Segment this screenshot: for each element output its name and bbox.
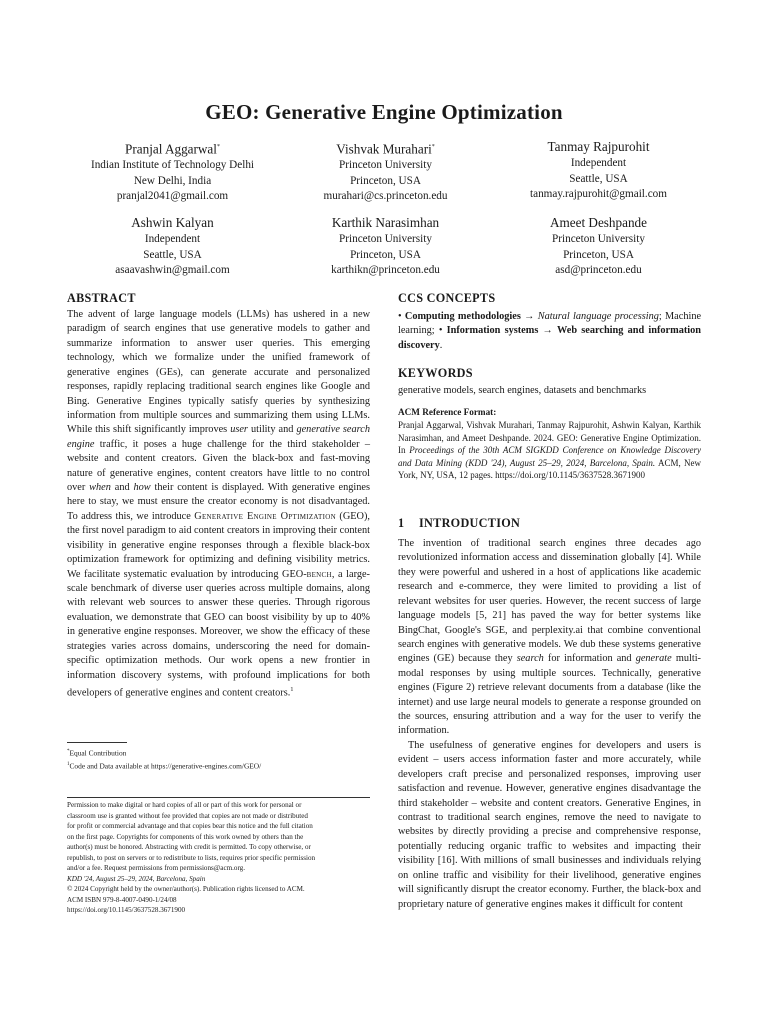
- abstract-heading: ABSTRACT: [67, 291, 136, 305]
- author-2: [279, 138, 492, 205]
- acm-reference-label: ACM Reference Format:: [398, 407, 497, 417]
- keywords-heading: KEYWORDS: [398, 366, 473, 380]
- author-email: karthikn@princeton.edu: [331, 264, 440, 276]
- author-affiliation: Princeton University: [339, 233, 432, 245]
- ccs-heading: CCS CONCEPTS: [398, 291, 496, 305]
- introduction-heading: 1 INTRODUCTION: [398, 516, 521, 530]
- author-name: Vishvak Murahari*: [336, 141, 435, 157]
- permission-divider: [67, 797, 370, 798]
- author-email: tanmay.rajpurohit@gmail.com: [530, 188, 667, 200]
- author-email: asd@princeton.edu: [555, 264, 642, 276]
- author-name: Ashwin Kalyan: [131, 215, 214, 230]
- author-4: [66, 214, 279, 279]
- author-location: Princeton, USA: [350, 248, 421, 261]
- author-location: New Delhi, India: [133, 174, 212, 187]
- author-location: Seattle, USA: [143, 248, 202, 261]
- author-name: Karthik Narasimhan: [331, 215, 440, 230]
- equal-contribution-mark: *: [431, 144, 435, 150]
- footnote-code-data: $^1$Code and Data available at https://generative-engines.com/GEO/: [67, 761, 262, 771]
- footnote-equal-contribution: *Equal Contribution: [67, 748, 127, 758]
- equal-contribution-mark: *: [216, 144, 220, 150]
- author-email: asaavashwin@gmail.com: [115, 264, 230, 276]
- author-affiliation: Independent: [144, 233, 201, 245]
- introduction-paragraph-1: The invention of traditional search engines three decades ago revolutionized information access and dissemination globally [4]. While they were powerful and ushered in a host of applications like academic research and e-commerce, they were limited to providing a list of relevant websites for user queries. However, the recent success of large language models [5, 21] has paved the way for better systems like BingChat, Google's SGE, and perplexity.ai that combine conventional search engines with generative models. We dub these systems generative engines (GE) because they search for information and generate multi-modal responses by using multiple sources. Technically, generative engines (Figure 2) retrieve relevant documents from a database (like the internet) and use large neural models to generate a response grounded on the sources, ensuring attribution and a way for the user to verify the information.: [398, 538, 701, 737]
- author-3: [492, 138, 705, 203]
- footnotes: [67, 746, 370, 772]
- author-email: murahari@cs.princeton.edu: [323, 190, 448, 203]
- permission-block: Permission to make digital or hard copies of all or part of this work for personal or classroom use is granted without fee provided that copies are not made or distributed for profit or commercial advantage and that copies bear this notice and the full citation on the first page. Copyrights for components of this work owned by others than the author(s) must be honored. Abstracting with credit is permitted. To copy otherwise, or republish, to post on servers or to redistribute to lists, requires prior specific permission and/or a fee. Request permissions from permissions@acm.org. KDD '24, August 25–29, 2024, Barcelona, Spain © 2024 Copyright held by the owner/author(s). Publication rights licensed to ACM. ACM ISBN 979-8-4007-0490-1/24/08 https://doi.org/10.1145/3637528.3671900: [67, 800, 370, 916]
- paper-title: GEO: Generative Engine Optimization: [205, 100, 563, 124]
- author-name: Pranjal Aggarwal*: [125, 141, 220, 157]
- abstract-section: [67, 290, 370, 701]
- author-affiliation: Indian Institute of Technology Delhi: [90, 159, 255, 172]
- author-name: Tanmay Rajpurohit: [547, 139, 650, 154]
- author-1: [66, 138, 279, 205]
- conference-venue: KDD '24, August 25–29, 2024, Barcelona, Spain: [67, 874, 206, 883]
- acm-reference-section: [398, 406, 701, 481]
- author-6: [492, 214, 705, 279]
- acm-reference-body: Pranjal Aggarwal, Vishvak Murahari, Tanmay Rajpurohit, Ashwin Kalyan, Karthik Narasimhan, and Ameet Deshpande. 2024. GEO: Generative Engine Optimization. In Proceedings of the 30th ACM SIGKDD Conference on Knowledge Discovery and Data Mining (KDD '24), August 25–29, 2024, Barcelona, Spain. ACM, New York, NY, USA, 12 pages. https://doi.org/10.1145/3637528.3671900: [398, 420, 701, 481]
- author-email: pranjal2041@gmail.com: [116, 190, 229, 203]
- copyright-line: © 2024 Copyright held by the owner/author(s). Publication rights licensed to ACM.: [67, 885, 305, 893]
- introduction-section: [398, 515, 701, 912]
- author-affiliation: Princeton University: [339, 159, 432, 172]
- keywords-body: generative models, search engines, datasets and benchmarks: [398, 385, 647, 396]
- abstract-body: The advent of large language models (LLMs) has ushered in a new paradigm of search engines that use generative models to gather and summarize information to answer user queries. This emerging technology, which we formalize under the unified framework of generative engines (GEs), can generate accurate and personalized responses, rapidly replacing traditional search engines like Google and Bing. Generative Engines typically satisfy queries by synthesizing information from multiple sources and summarizing them using LLMs. While this shift significantly improves user utility and generative search engine traffic, it poses a huge challenge for the third stakeholder – website and content creators. Given the black-box and fast-moving nature of generative engines, content creators have little to no control over when and how their content is displayed. With generative engines here to stay, we must ensure the creator economy is not disadvantaged. To address this, we introduce Generative Engine Optimization (GEO), the first novel paradigm to aid content creators in improving their content visibility in generative engine responses through a flexible black-box optimization framework for optimizing and defining visibility metrics. We facilitate systematic evaluation by introducing GEO-bench, a large-scale benchmark of diverse user queries across multiple domains, along with relevant web sources to answer these queries. Through rigorous evaluation, we demonstrate that GEO can boost visibility by up to 40% in generative engine responses. Moreover, we show the efficacy of these strategies varies across domains, underscoring the need for domain-specific optimization methods. Our work opens a new frontier in information discovery systems, with profound implications for both developers of generative engines and content creators.$^1$: [67, 309, 371, 699]
- isbn-line: ACM ISBN 979-8-4007-0490-1/24/08: [67, 895, 177, 904]
- ccs-body: • Computing methodologies → Natural language processing; Machine learning; • Information systems → Web searching and information discovery.: [398, 311, 702, 351]
- author-location: Princeton, USA: [350, 174, 421, 187]
- author-location: Seattle, USA: [569, 172, 628, 185]
- author-location: Princeton, USA: [563, 248, 634, 261]
- keywords-section: [398, 365, 701, 398]
- author-affiliation: Princeton University: [552, 233, 645, 245]
- ccs-concepts-section: [398, 290, 701, 353]
- footnote-divider: [67, 742, 127, 743]
- introduction-paragraph-2: The usefulness of generative engines for developers and users is evident – users access information faster and more accurately, while developers craft precise and personalized responses, improving user satisfaction and revenue. However, generative engines disadvantage the third stakeholder – website and content creators. Generative Engines, in contrast to traditional search engines, remove the need to navigate to websites by directly providing a precise and comprehensive response, potentially reducing organic traffic to websites and impacting their visibility [16]. With millions of small businesses and individuals relying on online traffic and visibility for their livelihood, generative engines will significantly disrupt the creator economy. Further, the black-box and proprietary nature of generative engines makes it difficult for content: [398, 739, 701, 910]
- footnote-ref: 1: [290, 685, 294, 693]
- author-affiliation: Independent: [570, 157, 627, 169]
- author-5: [279, 214, 492, 279]
- author-name: Ameet Deshpande: [549, 215, 648, 230]
- doi-link[interactable]: https://doi.org/10.1145/3637528.3671900: [67, 906, 186, 914]
